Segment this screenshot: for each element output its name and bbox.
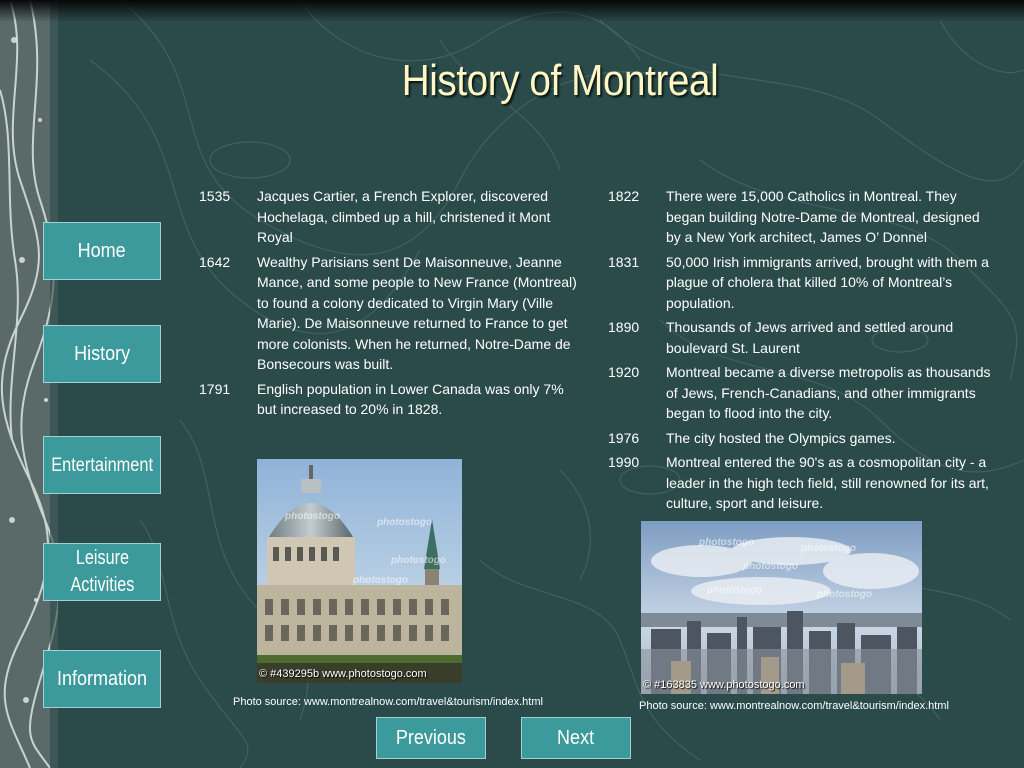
previous-button-label: Previous xyxy=(395,726,467,749)
timeline-text: Montreal entered the 90's as a cosmopolitan city - a leader in the high tech field, still renowned for its art, culture, sport and leisure. xyxy=(666,454,989,511)
photo-id-label: © #439295b www.photostogo.com xyxy=(259,668,427,680)
timeline-entry xyxy=(608,186,993,248)
nav-home-label: Home xyxy=(77,239,127,262)
montreal-skyline-image xyxy=(641,521,922,694)
photo-watermark: photostogo xyxy=(377,517,432,528)
timeline-text: Jacques Cartier, a French Explorer, discovered Hochelaga, climbed up a hill, christened it Mont Royal xyxy=(257,188,551,245)
timeline-text: 50,000 Irish immigrants arrived, brought with them a plague of cholera that killed 10% of Montreal’s population. xyxy=(666,253,989,311)
next-button-label: Next xyxy=(557,726,595,749)
timeline-text: The city hosted the Olympics games. xyxy=(666,429,896,446)
timeline-entry xyxy=(608,362,993,424)
timeline-entry xyxy=(199,186,584,248)
nav-leisure-line2: Activities xyxy=(70,574,134,596)
timeline-entry xyxy=(608,252,993,314)
nav-leisure-activities-label xyxy=(66,545,137,599)
page-title: History of Montreal xyxy=(401,56,719,105)
timeline-entry xyxy=(608,428,993,449)
timeline-year: 1990 xyxy=(608,454,640,470)
photo-watermark: photostogo xyxy=(699,537,754,548)
nav-information-button[interactable] xyxy=(43,650,161,708)
nav-information-label: Information xyxy=(56,667,148,690)
nav-history-label: History xyxy=(73,342,130,365)
timeline-left xyxy=(199,186,584,424)
timeline-entry xyxy=(608,452,993,514)
nav-leisure-activities-button[interactable] xyxy=(43,543,161,601)
timeline-year: 1831 xyxy=(608,253,640,270)
timeline-text: Montreal became a diverse metropolis as thousands of Jews, French-Canadians, and other immigrants began to flood into the city. xyxy=(666,364,991,421)
photo-watermark: photostogo xyxy=(743,561,798,572)
photo-watermark: photostogo xyxy=(353,575,408,586)
timeline-text: Thousands of Jews arrived and settled around boulevard St. Laurent xyxy=(666,319,954,356)
timeline-year: 1890 xyxy=(608,319,640,335)
nav-leisure-line1: Leisure xyxy=(75,547,129,569)
photo-id-label: © #163835 www.photostogo.com xyxy=(643,679,805,691)
photo-watermark: photostogo xyxy=(801,543,856,554)
bonsecours-market-image xyxy=(257,459,462,683)
top-shade xyxy=(0,0,1024,22)
timeline-year: 1791 xyxy=(199,380,231,397)
timeline-text: Wealthy Parisians sent De Maisonneuve, Jeanne Mance, and some people to New France (Montreal) to found a colony dedicated to Virgin Mary (Ville Marie). De Maisonneuve returned to France to get more colonists. When he returned, Notre-Dame de Bonsecours was built. xyxy=(257,253,577,372)
nav-home-button[interactable] xyxy=(43,222,161,280)
previous-button[interactable] xyxy=(376,717,486,759)
photo-watermark: photostogo xyxy=(707,585,762,596)
timeline-text: There were 15,000 Catholics in Montreal. They began building Notre-Dame de Montreal, designed by a New York architect, James O’ Donnel xyxy=(666,188,980,245)
nav-history-button[interactable] xyxy=(43,325,161,383)
nav-entertainment-label: Entertainment xyxy=(51,454,153,476)
montreal-skyline-photo xyxy=(641,521,922,694)
timeline-entry xyxy=(608,317,993,358)
timeline-text: English population in Lower Canada was only 7% but increased to 20% in 1828. xyxy=(257,380,564,417)
timeline-entry xyxy=(199,252,584,375)
timeline-right xyxy=(608,186,993,518)
timeline-year: 1920 xyxy=(608,364,640,380)
timeline-year: 1642 xyxy=(199,253,231,270)
timeline-year: 1822 xyxy=(608,188,640,204)
photo-watermark: photostogo xyxy=(817,589,872,600)
left-photo-caption: Photo source: www.montrealnow.com/travel&tourism/index.html xyxy=(233,696,543,708)
timeline-year: 1535 xyxy=(199,188,231,204)
bonsecours-market-photo xyxy=(257,459,462,683)
next-button[interactable] xyxy=(521,717,631,759)
timeline-entry xyxy=(199,379,584,420)
photo-watermark: photostogo xyxy=(285,511,340,522)
right-photo-caption: Photo source: www.montrealnow.com/travel&tourism/index.html xyxy=(639,700,949,712)
nav-entertainment-button[interactable] xyxy=(43,436,161,494)
photo-watermark: photostogo xyxy=(391,555,446,566)
timeline-year: 1976 xyxy=(608,429,640,446)
